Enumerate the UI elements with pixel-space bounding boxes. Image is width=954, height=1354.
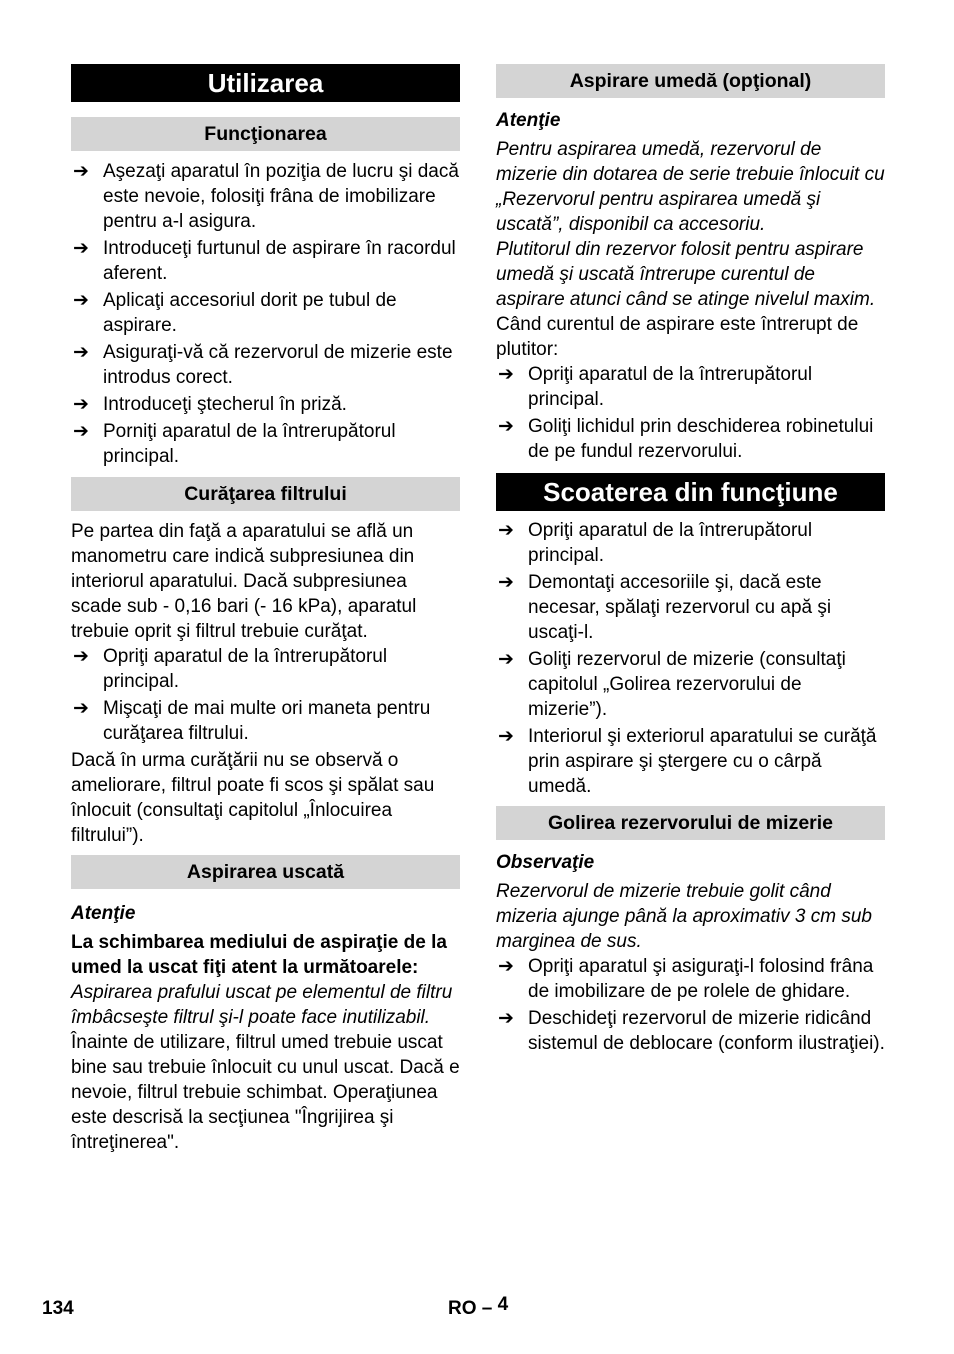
list-item: ➔ Interiorul şi exteriorul aparatului se curăţă prin aspirare şi ştergere cu o cârpă umedă. [498,726,877,797]
arrow-right-icon: ➔ [498,572,514,593]
arrow-right-icon: ➔ [498,520,514,541]
list-filtru [71,644,460,746]
paragraph-filtru-intro: Pe partea din faţă a aparatului se află un manometru care indică subpresiunea din interiorul aparatului. Dacă subpresiunea scade sub - 0,16 bari (- 16 kPa), aparatul trebuie oprit şi filtrul trebuie curăţat. [71,521,417,642]
list-functionarea [71,159,460,469]
list-item: ➔ Introduceţi furtunul de aspirare în racordul aferent. [73,238,456,284]
list-item: ➔ Aşezaţi aparatul în poziţia de lucru şi dacă este nevoie, folosiţi frâna de imobilizare pentru a-l asigura. [73,161,459,232]
paragraph-uscata-text: Înainte de utilizare, filtrul umed trebuie uscat bine sau trebuie înlocuit cu unul uscat. Dacă e nevoie, filtrul trebuie schimbat. Operaţiunea este descrisă la secţiunea "Îngrijirea şi întreţinerea". [71,1032,460,1153]
list-item: ➔ Goliţi rezervorul de mizerie (consultaţi capitolul „Golirea rezervorului de mizerie”). [498,649,846,720]
list-item: ➔ Opriţi aparatul şi asiguraţi-l folosind frâna de imobilizare de pe rolele de ghidare. [498,956,874,1002]
paragraph-umeda-italic-1: Pentru aspirarea umedă, rezervorul de mizerie din dotarea de serie trebuie înlocuit cu „Rezervorul pentru aspirarea umedă şi uscată”, disponibil ca accesoriu. [496,139,885,235]
paragraph-golire-italic: Rezervorul de mizerie trebuie golit când mizeria ajunge până la aproximativ 3 cm sub marginea de sus. [496,881,872,952]
paragraph-uscata-bold: La schimbarea mediului de aspiraţie de la umed la uscat fiţi atent la următoarele: [71,932,447,978]
list-item: ➔ Opriţi aparatul de la întrerupătorul principal. [498,520,813,566]
footer-lang: RO [448,1298,477,1319]
list-item: ➔ Opriţi aparatul de la întrerupătorul principal. [498,364,813,410]
label-atentie: Atenţie [496,110,561,131]
paragraph-filtru-outro: Dacă în urma curăţării nu se observă o ameliorare, filtrul poate fi scos şi spălat sau înlocuit (consultaţi capitolul „Înlocuirea filtrului”). [71,750,435,846]
list-item: ➔ Mişcaţi de mai multe ori maneta pentru curăţarea filtrului. [73,698,431,744]
section-title-scoaterea: Scoaterea din funcţiune [496,473,885,511]
footer-separator: – [481,1298,493,1319]
arrow-right-icon: ➔ [498,416,514,437]
label-atentie: Atenţie [71,903,136,924]
arrow-right-icon: ➔ [498,649,514,670]
heading-functionarea: Funcţionarea [71,117,460,151]
label-observatie: Observaţie [496,852,595,873]
paragraph-umeda-italic-2: Plutitorul din rezervor folosit pentru aspirare umedă şi uscată întrerupe curentul de aspirare atunci când se atinge nivelul maxim. [496,239,876,310]
arrow-right-icon: ➔ [73,421,89,442]
footer-language [448,1294,509,1320]
arrow-right-icon: ➔ [73,161,89,182]
arrow-right-icon: ➔ [73,698,89,719]
arrow-right-icon: ➔ [498,956,514,977]
heading-curatarea-filtrului: Curăţarea filtrului [71,477,460,511]
section-title-utilizarea: Utilizarea [71,64,460,102]
heading-aspirarea-uscata: Aspirarea uscată [71,855,460,889]
list-item: ➔ Asiguraţi-vă că rezervorul de mizerie este introdus corect. [73,342,453,388]
arrow-right-icon: ➔ [498,364,514,385]
list-item: ➔ Deschideţi rezervorul de mizerie ridicând sistemul de deblocare (conform ilustraţiei). [498,1008,885,1054]
left-column [71,64,460,1155]
list-item: ➔ Demontaţi accesoriile şi, dacă este necesar, spălaţi rezervorul cu apă şi uscaţi-l. [498,572,832,643]
list-item: ➔ Goliţi lichidul prin deschiderea robinetului de pe fundul rezervorului. [498,416,874,462]
heading-aspirare-umeda: Aspirare umedă (opţional) [496,64,885,98]
paragraph-uscata-italic: Aspirarea prafului uscat pe elementul de filtru îmbâcseşte filtrul şi-l poate face inutilizabil. [71,982,453,1028]
list-item: ➔ Aplicaţi accesoriul dorit pe tubul de aspirare. [73,290,397,336]
arrow-right-icon: ➔ [498,726,514,747]
heading-golirea-rezervorului: Golirea rezervorului de mizerie [496,806,885,840]
list-item: ➔ Opriţi aparatul de la întrerupătorul principal. [73,646,388,692]
arrow-right-icon: ➔ [73,290,89,311]
footer-section-number: 4 [497,1294,509,1315]
right-column [496,64,885,1058]
arrow-right-icon: ➔ [73,646,89,667]
list-item: ➔ Porniţi aparatul de la întrerupătorul principal. [73,421,396,467]
arrow-right-icon: ➔ [73,394,89,415]
arrow-right-icon: ➔ [498,1008,514,1029]
paragraph-umeda-text: Când curentul de aspirare este întrerupt de plutitor: [496,314,859,360]
list-umeda [496,362,885,464]
page-number: 134 [42,1298,74,1319]
list-golire [496,954,885,1056]
arrow-right-icon: ➔ [73,342,89,363]
list-item: ➔ Introduceţi ştecherul în priză. [73,394,347,415]
arrow-right-icon: ➔ [73,238,89,259]
list-scoatere [496,518,885,799]
